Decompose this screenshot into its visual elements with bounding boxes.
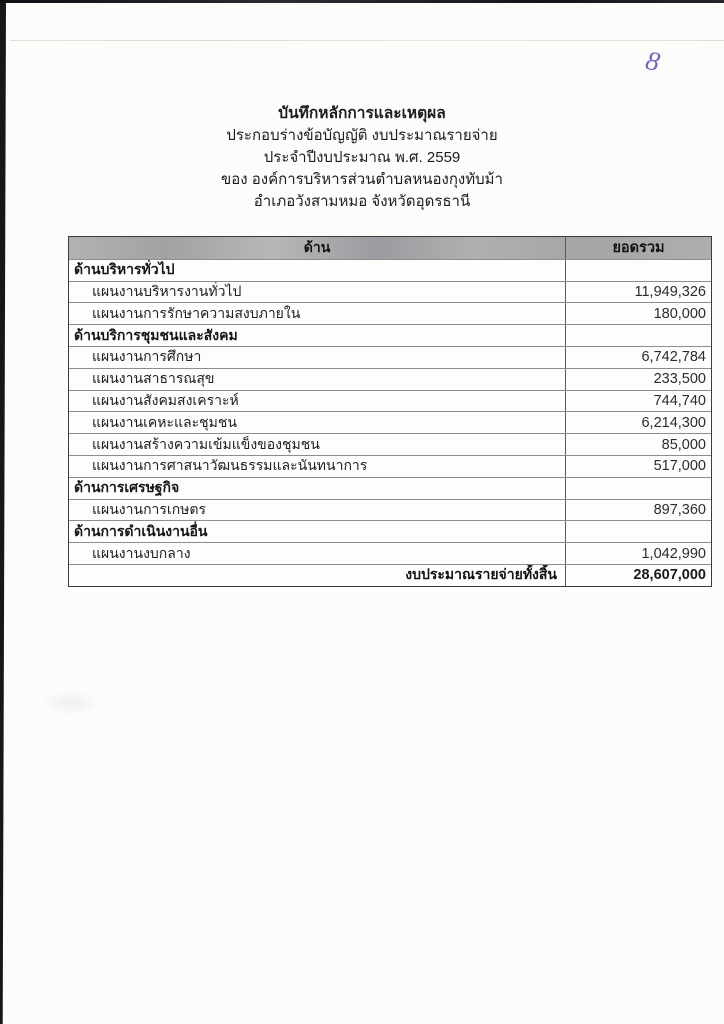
program-label: แผนงานสร้างความเข้มแข็งของชุมชน: [69, 434, 566, 455]
section-label: ด้านการดำเนินงานอื่น: [69, 521, 566, 542]
table-row: [69, 499, 711, 521]
program-label: แผนงานการศาสนาวัฒนธรรมและนันทนาการ: [69, 456, 566, 477]
table-row: [69, 520, 711, 542]
section-label: ด้านการเศรษฐกิจ: [69, 478, 566, 499]
district-province-line: อำเภอวังสามหมอ จังหวัดอุดรธานี: [253, 193, 471, 210]
table-row: [69, 259, 711, 281]
table-row: [69, 455, 711, 477]
amount-cell: 233,500: [653, 371, 706, 388]
organization-line: ของ องค์การบริหารส่วนตำบลหนองกุงทับม้า: [221, 171, 503, 188]
program-label: แผนงานงบกลาง: [69, 543, 566, 564]
table-row: [69, 433, 711, 455]
scan-smudge: [40, 690, 100, 716]
program-label: แผนงานสาธารณสุข: [69, 369, 566, 390]
grand-total-label: งบประมาณรายจ่ายทั้งสิ้น: [69, 565, 566, 586]
amount-cell: 897,360: [653, 501, 706, 518]
section-label: ด้านบริหารทั่วไป: [69, 260, 566, 281]
column-header-section: ด้าน: [69, 237, 566, 259]
table-total-row: [69, 564, 711, 586]
program-label: แผนงานเคหะและชุมชน: [69, 412, 566, 433]
table-row: [69, 281, 711, 303]
table-row: [69, 411, 711, 433]
fiscal-year-line: ประจำปีงบประมาณ พ.ศ. 2559: [263, 149, 461, 166]
grand-total-amount: 28,607,000: [633, 567, 706, 584]
table-row: [69, 324, 711, 346]
table-row: [69, 368, 711, 390]
document-title: บันทึกหลักการและเหตุผล: [278, 105, 446, 122]
column-header-amount: ยอดรวม: [612, 240, 665, 257]
program-label: แผนงานสังคมสงเคราะห์: [69, 391, 566, 412]
amount-cell: 11,949,326: [634, 283, 706, 300]
scan-fold-line: [10, 40, 724, 41]
program-label: แผนงานการเกษตร: [69, 500, 566, 521]
amount-cell: 1,042,990: [641, 545, 706, 562]
amount-cell: 85,000: [661, 436, 706, 453]
document-header: [0, 103, 724, 213]
document-subtitle: ประกอบร่างข้อบัญญัติ งบประมาณรายจ่าย: [226, 127, 498, 144]
handwritten-page-number: 8: [643, 44, 663, 78]
amount-cell: 180,000: [653, 305, 706, 322]
table-row: [69, 302, 711, 324]
table-row: [69, 477, 711, 499]
section-label: ด้านบริการชุมชนและสังคม: [69, 325, 566, 346]
scan-edge-top: [0, 0, 724, 3]
amount-cell: 517,000: [653, 458, 706, 475]
program-label: แผนงานการรักษาความสงบภายใน: [69, 303, 566, 324]
amount-cell: 6,214,300: [641, 414, 706, 431]
table-header-row: [69, 237, 711, 259]
table-row: [69, 542, 711, 564]
table-row: [69, 390, 711, 412]
budget-summary-table: [68, 236, 712, 587]
program-label: แผนงานการศึกษา: [69, 347, 566, 368]
amount-cell: 744,740: [653, 392, 706, 409]
table-row: [69, 346, 711, 368]
program-label: แผนงานบริหารงานทั่วไป: [69, 282, 566, 303]
amount-cell: 6,742,784: [641, 349, 706, 366]
